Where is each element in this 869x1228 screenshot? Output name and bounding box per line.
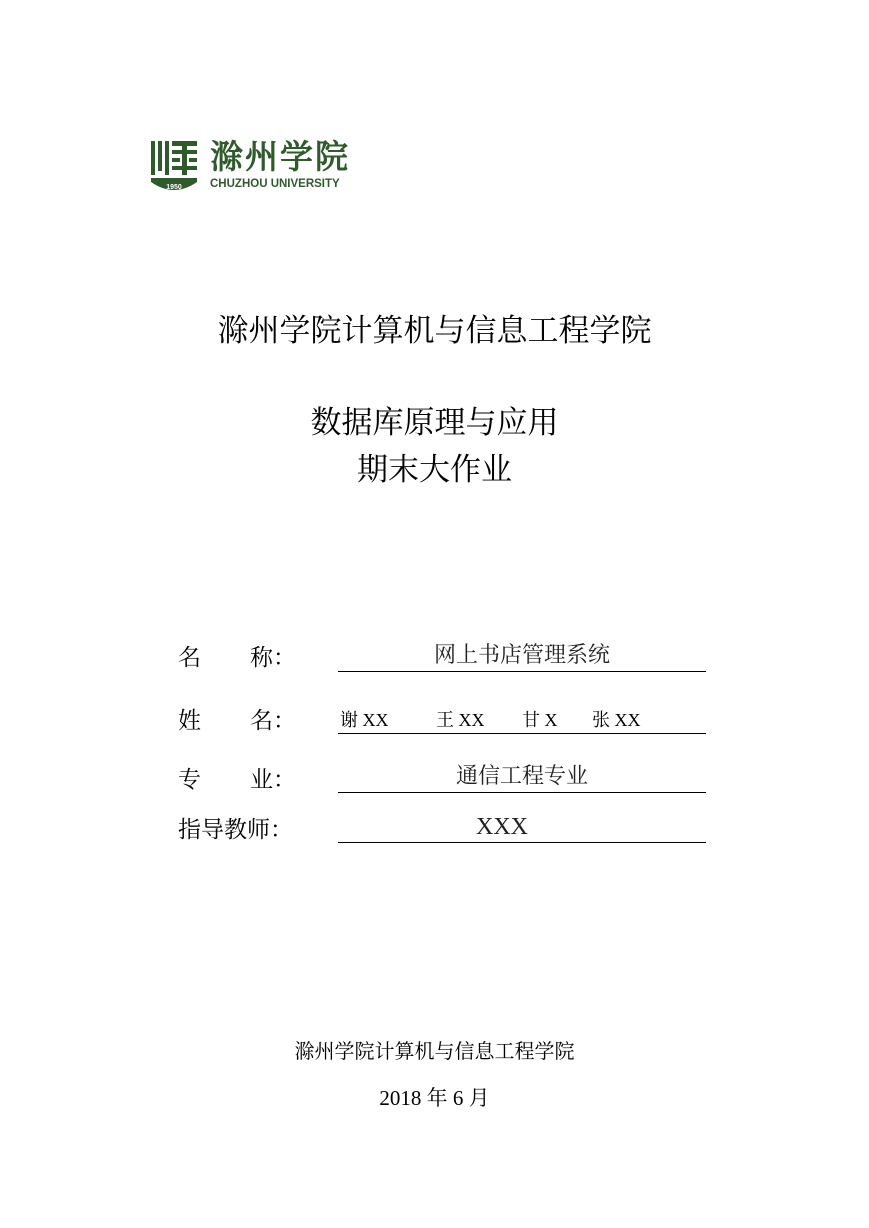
member-name: 甘 X [522, 710, 558, 730]
advisor-value: XXX [476, 814, 528, 840]
footer-date: 2018 年 6 月 [379, 1086, 490, 1110]
major-label [178, 764, 296, 796]
footer-college: 滁州学院计算机与信息工程学院 [294, 1039, 575, 1063]
members-label-char1: 姓 [178, 708, 201, 734]
advisor-label: 指导教师： [178, 817, 293, 843]
advisor-field [338, 810, 706, 843]
university-emblem-icon [148, 138, 200, 196]
logo-chinese-name: 滁州学院 [210, 137, 350, 176]
members-label-char2: 名： [250, 708, 296, 734]
university-logo [148, 138, 368, 198]
members-list [340, 708, 641, 732]
emblem-year: 1950 [166, 184, 182, 191]
course-title: 数据库原理与应用 [310, 405, 559, 441]
major-label-char2: 业： [250, 767, 296, 793]
members-field [338, 701, 706, 734]
project-name-label-char2: 称： [250, 645, 296, 671]
project-name-field [338, 639, 706, 672]
project-name-value: 网上书店管理系统 [433, 643, 610, 668]
major-value: 通信工程专业 [455, 764, 588, 789]
logo-english-name: CHUZHOU UNIVERSITY [210, 178, 340, 190]
members-label [178, 705, 296, 737]
major-label-char1: 专 [178, 767, 201, 793]
member-name: 谢 XX [340, 710, 389, 730]
member-name: 张 XX [592, 710, 641, 730]
major-field [338, 760, 706, 793]
project-name-label [178, 642, 296, 674]
college-title: 滁州学院计算机与信息工程学院 [217, 313, 652, 349]
assignment-title: 期末大作业 [357, 452, 512, 488]
member-name: 王 XX [436, 710, 485, 730]
project-name-label-char1: 名 [178, 645, 201, 671]
